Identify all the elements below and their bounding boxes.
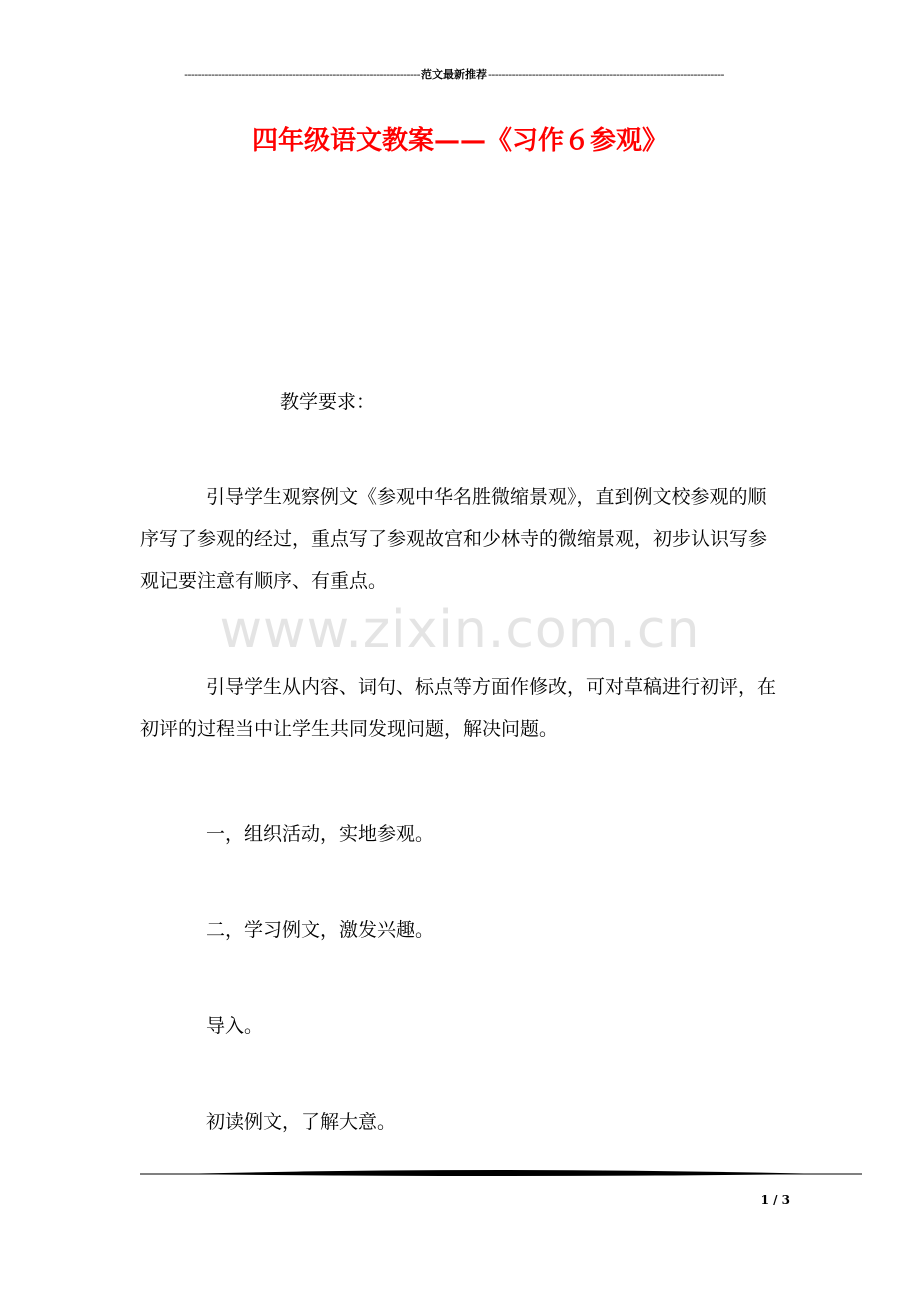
paragraph-revise-draft: 引导学生从内容、词句、标点等方面作修改，可对草稿进行初评，在初评的过程当中让学生共同发现问题，解决问题。 bbox=[140, 676, 777, 740]
header-dashes-right: ---------------------------------------------------------------------- bbox=[488, 68, 724, 81]
paragraph-teaching-requirements: 教学要求： bbox=[280, 391, 376, 413]
header-label: 范文最新推荐 bbox=[421, 68, 487, 81]
footer-rule bbox=[140, 1166, 862, 1180]
header-rule bbox=[140, 66, 768, 82]
paragraph-step-two: 二，学习例文，激发兴趣。 bbox=[206, 919, 435, 941]
paragraph-step-one: 一，组织活动，实地参观。 bbox=[206, 823, 435, 845]
paragraph-introduction: 导入。 bbox=[206, 1015, 264, 1037]
page-number: 1 / 3 bbox=[760, 1193, 790, 1207]
paragraph-observe-example: 引导学生观察例文《参观中华名胜微缩景观》，直到例文校参观的顺序写了参观的经过，重点写了参观故宫和少林寺的微缩景观，初步认识写参观记要注意有顺序、有重点。 bbox=[140, 486, 768, 592]
watermark: www.zixin.com.cn bbox=[219, 600, 701, 660]
document-title: 四年级语文教案——《习作６参观》 bbox=[251, 126, 668, 156]
header-dashes-left: ---------------------------------------------------------------------- bbox=[184, 68, 420, 81]
paragraph-first-reading: 初读例文，了解大意。 bbox=[206, 1111, 397, 1133]
